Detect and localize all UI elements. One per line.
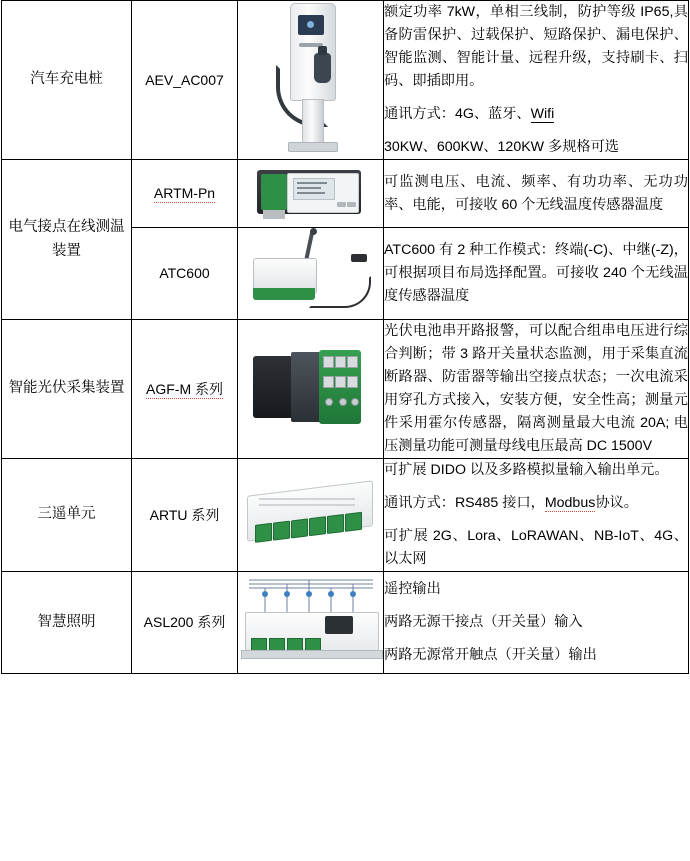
antenna-tip bbox=[310, 228, 317, 235]
product-category-cell: 智慧照明 bbox=[2, 572, 132, 674]
product-image-cell bbox=[238, 1, 384, 160]
table-row bbox=[2, 320, 689, 459]
table-row bbox=[2, 1, 689, 160]
charger-base bbox=[288, 142, 338, 152]
charger-screen-indicator bbox=[307, 21, 314, 28]
product-model-cell bbox=[132, 572, 238, 674]
terminal-block bbox=[347, 376, 358, 388]
description-paragraph: 可扩展 2G、Lora、LoRAWAN、NB-IoT、4G、以太网 bbox=[384, 528, 688, 567]
product-description-cell bbox=[384, 160, 689, 228]
meter-green-terminal bbox=[261, 174, 287, 210]
terminal-block bbox=[255, 522, 272, 542]
product-model-cell bbox=[132, 160, 238, 228]
product-model-cell bbox=[132, 320, 238, 459]
product-image-cell bbox=[238, 160, 384, 228]
lighting-controller-photo bbox=[239, 572, 383, 668]
model-label: ARTU 系列 bbox=[149, 506, 220, 523]
product-model-cell bbox=[132, 459, 238, 572]
controller-display bbox=[325, 616, 353, 634]
description-paragraph: 两路无源常开触点（开关量）输出 bbox=[384, 647, 597, 663]
terminal-block bbox=[335, 356, 346, 368]
product-image-cell bbox=[238, 459, 384, 572]
model-label: ARTM-Pn bbox=[153, 185, 216, 202]
gateway-green-terminal bbox=[253, 288, 315, 300]
din-rail bbox=[241, 650, 383, 659]
product-description-cell bbox=[384, 1, 689, 160]
comm-label: 通讯方式：4G、蓝牙、 bbox=[384, 106, 531, 122]
terminal-block bbox=[323, 376, 334, 388]
product-category-cell: 智能光伏采集装置 bbox=[2, 320, 132, 459]
temperature-monitoring-device-photo bbox=[257, 160, 365, 222]
charger-connector-gun bbox=[314, 53, 331, 83]
product-description-cell bbox=[384, 459, 689, 572]
description-paragraph: 可监测电压、电流、频率、有功功率、无功功率、电能，可接收 60 个无线温度传感器温度 bbox=[384, 173, 688, 213]
description-paragraph: 30KW、600KW、120KW 多规格可选 bbox=[384, 139, 619, 155]
description-paragraph: 可扩展 DIDO 以及多路模拟量输入输出单元。 bbox=[384, 462, 669, 478]
model-label: AGF-M 系列 bbox=[146, 380, 223, 397]
gateway-cable bbox=[309, 276, 371, 308]
table-row bbox=[2, 572, 689, 674]
vent-line bbox=[259, 504, 355, 506]
product-image-cell bbox=[238, 320, 384, 459]
ev-charging-pile-photo bbox=[268, 3, 354, 153]
wiring-diagram-icon bbox=[239, 572, 383, 614]
product-category-cell: 三遥单元 bbox=[2, 459, 132, 572]
description-paragraph: ATC600 有 2 种工作模式：终端(-C)、中继(-Z)，可根据项目布局选择配置。可接收 240 个无线温度传感器温度 bbox=[384, 242, 688, 304]
model-label: ATC600 bbox=[159, 265, 210, 282]
product-description-cell bbox=[384, 320, 689, 459]
wifi-underlined: Wifi bbox=[530, 106, 555, 122]
product-model-cell bbox=[132, 1, 238, 160]
model-label: AEV_AC007 bbox=[145, 71, 224, 88]
gateway-plug bbox=[351, 254, 367, 262]
artu-module-photo bbox=[241, 472, 381, 554]
product-category-cell: 电气接点在线测温装置 bbox=[2, 160, 132, 320]
meter-button[interactable] bbox=[347, 202, 356, 207]
vent-line bbox=[259, 498, 355, 500]
meter-pins bbox=[263, 210, 285, 219]
screw bbox=[351, 398, 359, 406]
product-image-cell bbox=[238, 572, 384, 674]
description-paragraph: 遥控输出 bbox=[384, 581, 441, 597]
terminal-block bbox=[335, 376, 346, 388]
meter-lcd-line bbox=[297, 187, 321, 189]
description-paragraph bbox=[384, 492, 688, 515]
description-paragraph: 两路无源干接点（开关量）输入 bbox=[384, 614, 583, 630]
meter-lcd-line bbox=[297, 182, 327, 184]
comm-label-tail: 协议。 bbox=[595, 495, 638, 511]
description-paragraph bbox=[384, 103, 688, 126]
terminal-block bbox=[345, 511, 362, 531]
product-model-cell bbox=[132, 228, 238, 320]
table-row bbox=[2, 459, 689, 572]
product-description-cell bbox=[384, 228, 689, 320]
description-paragraph: 光伏电池串开路报警，可以配合组串电压进行综合判断；带 3 路开关量状态监测，用于采集直流断路器、防雷器等输出空接点状态；一次电流采用穿孔方式接入，安装方便，安全性高；测量元件采用霍尔传感器，隔离测量最大电流 20A; 电压测量功能可测量母线电压最高 DC 1500V bbox=[384, 323, 688, 454]
product-image-cell bbox=[238, 228, 384, 320]
terminal-block bbox=[291, 518, 308, 538]
meter-button[interactable] bbox=[337, 202, 346, 207]
terminal-block bbox=[309, 516, 326, 536]
product-description-cell bbox=[384, 572, 689, 674]
terminal-block bbox=[273, 520, 290, 540]
terminal-block bbox=[347, 356, 358, 368]
wireless-gateway-photo bbox=[247, 228, 375, 314]
collector-dark-side bbox=[253, 356, 293, 418]
product-category-cell: 汽车充电桩 bbox=[2, 1, 132, 160]
product-spec-table bbox=[1, 0, 689, 674]
pv-collector-photo bbox=[251, 342, 371, 432]
description-paragraph: 额定功率 7kW，单相三线制，防护等级 IP65,具备防雷保护、过载保护、短路保护、漏电保护、智能监测、智能计量、远程升级，支持刷卡、扫码、即插即用。 bbox=[384, 4, 688, 89]
terminal-block bbox=[323, 356, 334, 368]
comm-label: 通讯方式：RS485 接口， bbox=[384, 495, 545, 511]
modbus-underlined: Modbus bbox=[544, 495, 596, 511]
meter-lcd-line bbox=[297, 192, 325, 194]
screw bbox=[339, 398, 347, 406]
collector-mid-body bbox=[291, 352, 321, 422]
table-row bbox=[2, 160, 689, 228]
charger-post bbox=[302, 99, 324, 145]
screw bbox=[325, 398, 333, 406]
model-label: ASL200 系列 bbox=[143, 614, 226, 631]
terminal-block bbox=[327, 513, 344, 533]
